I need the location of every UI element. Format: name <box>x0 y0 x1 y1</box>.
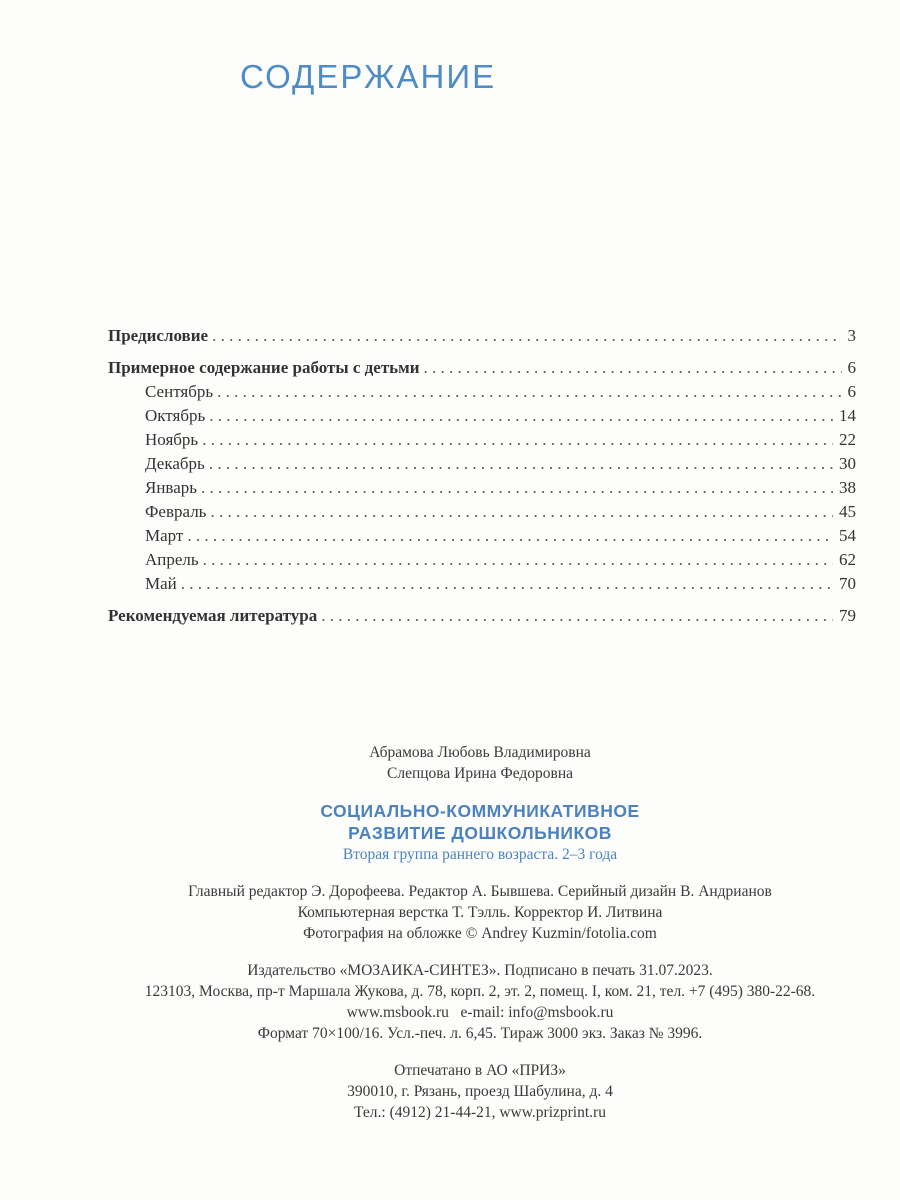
book-title-line: СОЦИАЛЬНО-КОММУНИКАТИВНОЕ <box>320 801 640 821</box>
toc-entry-page: 54 <box>839 526 856 545</box>
publisher-line: Издательство «МОЗАИКА-СИНТЕЗ». Подписано в печать 31.07.2023. <box>247 962 713 979</box>
toc-entry-label: Примерное содержание работы с детьми <box>108 358 420 377</box>
toc-entry-page: 62 <box>839 550 856 569</box>
credits-line: Главный редактор Э. Дорофеева. Редактор А. Бывшева. Серийный дизайн В. Андрианов <box>188 883 772 900</box>
toc-entry-label: Октябрь <box>145 406 206 425</box>
toc-entry-label: Декабрь <box>145 454 205 473</box>
dot-leader <box>321 606 833 626</box>
toc-entry-label: Предисловие <box>108 326 209 345</box>
imprint-block <box>100 742 860 1123</box>
toc-entry-label: Февраль <box>145 502 207 521</box>
dot-leader <box>212 326 841 346</box>
publisher-line: 123103, Москва, пр-т Маршала Жукова, д. 78, корп. 2, эт. 2, помещ. I, ком. 21, тел. +7 (495) 380-22-68. <box>144 983 816 1000</box>
toc-entry <box>108 406 856 430</box>
dot-leader <box>203 550 833 570</box>
book-subtitle: Вторая группа раннего возраста. 2–3 года <box>342 846 618 863</box>
toc-entry <box>108 478 856 502</box>
author: Абрамова Любовь Владимировна <box>369 744 591 761</box>
toc-entry-label: Январь <box>145 478 198 497</box>
toc-entry <box>108 502 856 526</box>
toc-entry-page: 22 <box>839 430 856 449</box>
table-of-contents <box>108 326 856 630</box>
credits-line: Фотография на обложке © Andrey Kuzmin/fotolia.com <box>303 925 657 942</box>
publisher-line: Формат 70×100/16. Усл.-печ. л. 6,45. Тираж 3000 экз. Заказ № 3996. <box>257 1025 703 1042</box>
dot-leader <box>424 358 842 378</box>
page-title: СОДЕРЖАНИЕ <box>240 58 497 95</box>
dot-leader <box>209 454 833 474</box>
toc-entry <box>108 382 856 406</box>
dot-leader <box>181 574 833 594</box>
dot-leader <box>217 382 841 402</box>
toc-entry <box>108 454 856 478</box>
toc-entry <box>108 550 856 574</box>
toc-entry-label: Ноябрь <box>145 430 199 449</box>
toc-entry-label: Сентябрь <box>145 382 214 401</box>
toc-entry-page: 6 <box>847 358 856 377</box>
dot-leader <box>201 478 833 498</box>
dot-leader <box>202 430 833 450</box>
toc-entry <box>108 430 856 454</box>
toc-entry <box>108 358 856 382</box>
toc-entry-label: Апрель <box>145 550 199 569</box>
toc-entry-page: 70 <box>839 574 856 593</box>
printer-line: Тел.: (4912) 21-44-21, www.prizprint.ru <box>354 1104 606 1121</box>
book-title-line: РАЗВИТИЕ ДОШКОЛЬНИКОВ <box>348 823 612 843</box>
toc-entry-page: 14 <box>839 406 856 425</box>
author: Слепцова Ирина Федоровна <box>387 765 573 782</box>
toc-entry <box>108 574 856 598</box>
toc-entry <box>108 326 856 350</box>
toc-entry-page: 30 <box>839 454 856 473</box>
toc-entry-page: 6 <box>847 382 856 401</box>
toc-entry-page: 79 <box>839 606 856 625</box>
publisher-line: www.msbook.ru e-mail: info@msbook.ru <box>346 1004 614 1021</box>
printer-line: Отпечатано в АО «ПРИЗ» <box>394 1062 566 1079</box>
toc-entry-page: 38 <box>839 478 856 497</box>
printer-line: 390010, г. Рязань, проезд Шабулина, д. 4 <box>347 1083 613 1100</box>
credits-line: Компьютерная верстка Т. Тэлль. Корректор И. Литвина <box>297 904 663 921</box>
dot-leader <box>210 502 833 522</box>
dot-leader <box>187 526 833 546</box>
toc-entry-label: Рекомендуемая литература <box>108 606 318 625</box>
toc-entry-label: Март <box>145 526 184 545</box>
dot-leader <box>209 406 833 426</box>
toc-entry-page: 3 <box>847 326 856 345</box>
toc-entry-label: Май <box>145 574 177 593</box>
toc-entry-page: 45 <box>839 502 856 521</box>
toc-entry <box>108 526 856 550</box>
toc-entry <box>108 606 856 630</box>
